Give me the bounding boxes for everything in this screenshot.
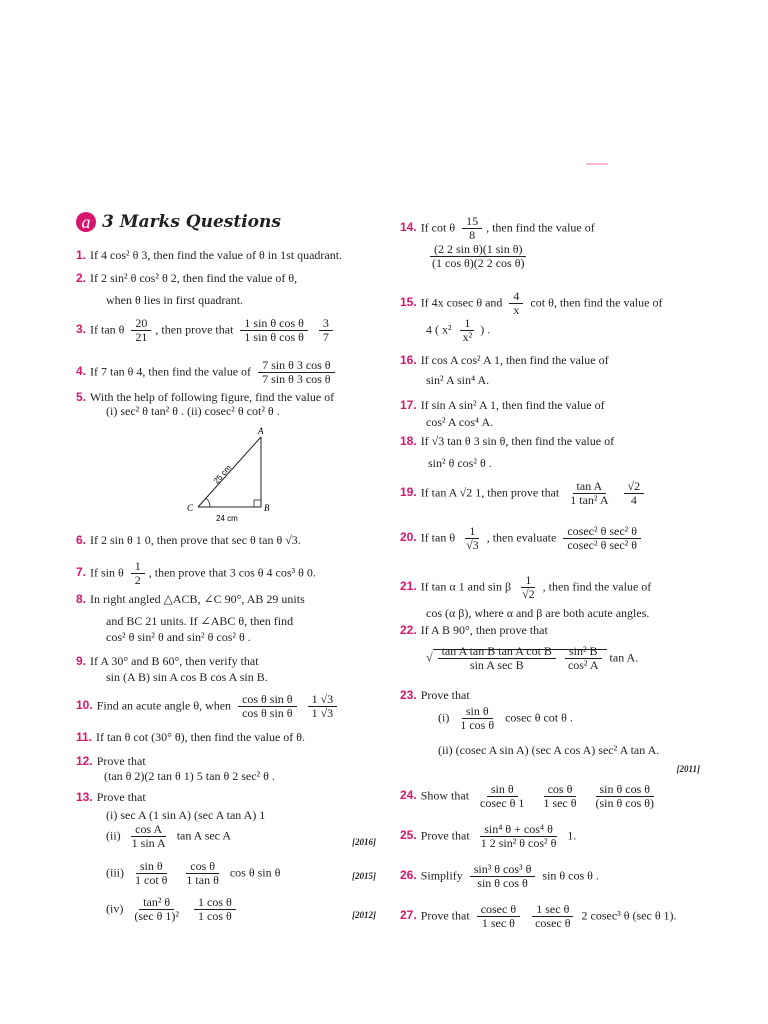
question-23: 23. Prove that (400, 688, 470, 702)
question-9-line-2: sin (A B) sin A cos B cos A sin B. (106, 670, 268, 684)
decorative-dash (586, 163, 608, 165)
question-1: 1. If 4 cos² θ 3, then find the value of θ in 1st quadrant. (76, 248, 343, 262)
question-19: 19. If tan A √2 1, then prove that $\frac{\text{tan A}}{\text{1 tan² A}}$ $\frac{√2}{4}$ (400, 480, 700, 507)
question-15: 15. If 4x cosec θ and $\frac{4}{x}$ cot θ, then find the value of (400, 289, 663, 317)
question-13: 13. Prove that (76, 790, 146, 804)
right-angle-mark (254, 500, 261, 507)
question-18-line-2: sin² θ cos² θ . (428, 456, 492, 470)
question-17-line-2: cos² A cos⁴ A. (426, 415, 494, 429)
question-23-i: (i) $\frac{\text{sin θ}}{\text{1 cos θ}}$ cosec θ cot θ . (438, 704, 573, 732)
question-27: 27. Prove that $\frac{\text{cosec θ}}{\text{1 sec θ}}$ $\frac{\text{1 sec θ}}{\text{cosec θ}}$ 2 cosec³ θ (sec θ 1). (400, 902, 677, 930)
question-17: 17. If sin A sin² A 1, then find the value of (400, 398, 605, 412)
question-14: 14. If cot θ $\frac{15}{8}$ , then find the value of (400, 214, 595, 242)
question-5-line-2: (i) sec² θ tan² θ . (ii) cosec² θ cot² θ . (106, 404, 280, 418)
vertex-b: B (264, 503, 270, 513)
question-13-iv: (iv) $\frac{\text{tan² θ}}{\text{(sec θ 1)²}}$ $\frac{\text{1 cos θ}}{\text{1 cos θ}}$ (106, 896, 424, 923)
question-13-iii: (iii) $\frac{\text{sin θ}}{\text{1 cot θ}}$ $\frac{\text{cos θ}}{\text{1 tan θ}}$ cos θ sin θ (106, 859, 281, 887)
question-10: 10. Find an acute angle θ, when $\frac{\text{cos θ sin θ}}{\text{cos θ sin θ}}$ $\frac{1 √3}{1 √3}$ (76, 693, 394, 720)
question-15-expr: 4 ( x² $\frac{1}{\text{x²}}$ ) . (426, 316, 491, 344)
question-18: 18. If √3 tan θ 3 sin θ, then find the value of (400, 434, 615, 448)
question-12-line-2: (tan θ 2)(2 tan θ 1) 5 tan θ 2 sec² θ . (104, 769, 275, 783)
vertex-c: C (187, 503, 194, 513)
question-16-line-2: sin² A sin⁴ A. (426, 373, 490, 387)
question-13-i: (i) sec A (1 sin A) (sec A tan A) 1 (106, 808, 266, 822)
hypotenuse-label: 25 cm (211, 463, 234, 486)
question-4: 4. If 7 tan θ 4, then find the value of $\frac{\text{7 sin θ 3 cos θ}}{\text{7 sin θ 3 cos θ}}$ (76, 359, 394, 386)
question-25: 25. Prove that $\frac{\text{sin⁴ θ + cos⁴ θ}}{\text{1 2 sin² θ cos² θ}}$ 1. (400, 822, 577, 850)
question-2-line-2: when θ lies in first quadrant. (106, 293, 244, 307)
question-6: 6. If 2 sin θ 1 0, then prove that sec θ tan θ √3. (76, 533, 301, 547)
question-11: 11. If tan θ cot (30° θ), then find the value of θ. (76, 730, 306, 744)
angle-arc (206, 498, 210, 507)
question-21-line-2: cos (α β), where α and β are both acute angles. (426, 606, 650, 620)
question-2: 2. If 2 sin² θ cos² θ 2, then find the value of θ, (76, 271, 298, 285)
section-heading (76, 212, 281, 232)
question-8-line-3: cos² θ sin² θ and sin² θ cos² θ . (106, 630, 251, 644)
question-26: 26. Simplify $\frac{\text{sin³ θ cos³ θ}}{\text{sin θ cos θ}}$ sin θ cos θ . (400, 862, 599, 890)
question-8: 8. In right angled △ACB, ∠C 90°, AB 29 units (76, 592, 305, 606)
question-16: 16. If cos A cos² A 1, then find the value of (400, 353, 609, 367)
question-7: 7. If sin θ $\frac{1}{2}$ , then prove that 3 cos θ 4 cos³ θ 0. (76, 559, 316, 587)
question-3: 3. If tan θ $\frac{20}{21}$ , then prove that $\frac{\text{1 sin θ cos θ}}{\text{1 sin θ cos θ}}$ $\frac{3}{7}$ (76, 317, 394, 344)
question-22-expr: √ $\frac{\text{tan A tan B tan A cot B}}{\text{sin A sec B}}$ $\frac{\text{sin² B}}{\text{cos² A}}$ tan A. (426, 644, 639, 672)
question-14-expr: $\frac{\text{(2 2 sin θ)(1 sin θ)}}{\text{(1 cos θ)(2 2 cos θ)}}$ (424, 243, 724, 270)
question-5: 5. With the help of following figure, find the value of (76, 390, 335, 404)
base-label: 24 cm (216, 514, 238, 523)
vertex-a: A (258, 426, 264, 436)
question-20: 20. If tan θ $\frac{1}{√3}$ , then evaluate $\frac{\text{cosec² θ sec² θ}}{\text{cosec² θ sec² θ}}$ (400, 525, 700, 552)
question-9: 9. If A 30° and B 60°, then verify that (76, 654, 259, 668)
question-22: 22. If A B 90°, then prove that (400, 623, 548, 637)
question-24: 24. Show that $\frac{\text{sin θ}}{\text{cosec θ 1}}$ $\frac{\text{cos θ}}{\text{1 sec θ}}$ $\frac{\text{sin θ cos θ}}{\text{(sin θ cos θ)}}$ (400, 782, 655, 810)
question-8-line-2: and BC 21 units. If ∠ABC θ, then find (106, 614, 294, 628)
question-12: 12. Prove that (76, 754, 146, 768)
section-badge: a (76, 212, 96, 232)
question-23-ii: (ii) (cosec A sin A) (sec A cos A) sec² A tan A. (438, 743, 660, 757)
section-title: 3 Marks Questions (102, 212, 281, 232)
question-13-ii: (ii) $\frac{\text{cos A}}{\text{1 sin A}}$ tan A sec A (106, 822, 232, 850)
triangle-figure (178, 425, 288, 525)
question-21: 21. If tan α 1 and sin β $\frac{1}{√2}$ , then find the value of (400, 573, 652, 601)
